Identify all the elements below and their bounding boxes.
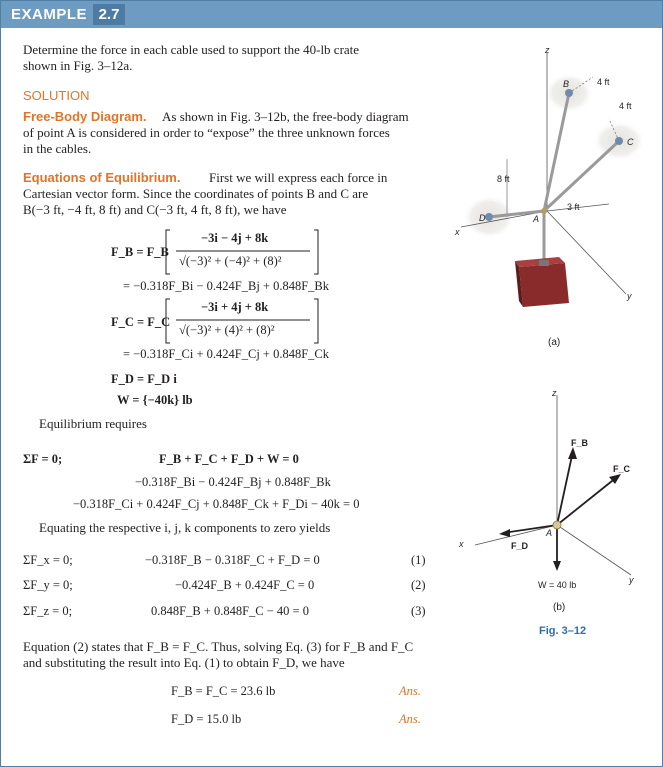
problem-line-2: shown in Fig. 3–12a. [23, 58, 133, 73]
figure-caption: Fig. 3–12 [539, 625, 587, 637]
fig-a-dim-3ft: 3 ft [567, 202, 580, 212]
component-lhs-x: ΣF_x = 0; [23, 553, 73, 567]
fig-a-dim-4ft-1: 4 ft [597, 77, 610, 87]
fig-b-w-label: W = 40 lb [538, 580, 577, 590]
fbd-line-1: As shown in Fig. 3–12b, the free-body diagram [162, 109, 409, 124]
equating-text: Equating the respective i, j, k components to zero yields [39, 520, 331, 535]
answer-tag-2: Ans. [399, 712, 421, 726]
fig-b-z-label: z [552, 388, 557, 398]
component-eq-y: −0.424F_B + 0.424F_C = 0 [175, 578, 315, 592]
equilibrium-requires: Equilibrium requires [39, 416, 147, 431]
fb-result: = −0.318F_Bi − 0.424F_Bj + 0.848F_Bk [123, 279, 330, 293]
fig-b-x-label: x [459, 539, 464, 549]
fig-a-dim-4ft-2: 4 ft [619, 101, 632, 111]
fig-b-y-label: y [629, 575, 634, 585]
figure-b-fbd [461, 385, 651, 585]
fd-vector: F_D = F_D i [111, 372, 177, 386]
w-vector: W = {−40k} lb [117, 393, 193, 407]
component-num-3: (3) [411, 604, 426, 618]
fig-b-fc-label: F_C [613, 464, 631, 474]
equilibrium-line-3: B(−3 ft, −4 ft, 8 ft) and C(−3 ft, 4 ft, 8 ft), we have [23, 202, 287, 217]
component-lhs-z: ΣF_z = 0; [23, 604, 73, 618]
answer-2: F_D = 15.0 lb [171, 712, 242, 726]
component-eq-x: −0.318F_B − 0.318F_C + F_D = 0 [145, 553, 320, 567]
fc-numerator: −3i + 4j + 8k [201, 300, 269, 314]
fbd-line-2: of point A is considered in order to “expose” the three unknown forces [23, 125, 390, 140]
fig-a-y-label: y [627, 291, 632, 301]
fig-a-dim-8ft: 8 ft [497, 174, 510, 184]
example-number: 2.7 [93, 4, 125, 25]
component-num-1: (1) [411, 553, 426, 567]
sum-line-2: −0.318F_Bi − 0.424F_Bj + 0.848F_Bk [135, 475, 331, 489]
component-lhs-y: ΣF_y = 0; [23, 578, 73, 592]
sum-line-3: −0.318F_Ci + 0.424F_Cj + 0.848F_Ck + F_Di − 40k = 0 [73, 497, 360, 511]
fig-a-b-label: B [563, 79, 570, 89]
answer-tag-1: Ans. [399, 684, 421, 698]
equilibrium-line-1: First we will express each force in [209, 170, 388, 185]
conclusion-line-1: Equation (2) states that F_B = F_C. Thus, solving Eq. (3) for F_B and F_C [23, 639, 414, 654]
sum-line-1: F_B + F_C + F_D + W = 0 [159, 452, 299, 466]
fig-b-caption: (b) [553, 602, 566, 613]
figure-a-illustration [441, 39, 651, 349]
solution-heading: SOLUTION [23, 88, 90, 103]
fig-b-a-label: A [546, 528, 553, 538]
sum-lhs: ΣF = 0; [23, 452, 63, 466]
fc-result: = −0.318F_Ci + 0.424F_Cj + 0.848F_Ck [123, 347, 330, 361]
fbd-heading: Free-Body Diagram. [23, 109, 147, 124]
component-eq-z: 0.848F_B + 0.848F_C − 40 = 0 [151, 604, 309, 618]
example-header [1, 1, 662, 28]
equilibrium-heading: Equations of Equilibrium. [23, 170, 181, 185]
fb-numerator: −3i − 4j + 8k [201, 231, 269, 245]
fig-b-fd-label: F_D [511, 541, 529, 551]
problem-line-1: Determine the force in each cable used to support the 40-lb crate [23, 42, 360, 57]
fig-a-a-label: A [533, 214, 540, 224]
fig-b-fb-label: F_B [571, 438, 589, 448]
fig-a-z-label: z [545, 45, 550, 55]
conclusion-line-2: and substituting the result into Eq. (1) to obtain F_D, we have [23, 655, 345, 670]
fig-a-x-label: x [455, 227, 460, 237]
component-num-2: (2) [411, 578, 426, 592]
fig-a-d-label: D [479, 213, 486, 223]
fb-lhs: F_B = F_B [111, 245, 169, 259]
fbd-line-3: in the cables. [23, 141, 92, 156]
equilibrium-line-2: Cartesian vector form. Since the coordinates of points B and C are [23, 186, 369, 201]
fig-a-caption: (a) [548, 337, 561, 348]
answer-1: F_B = F_C = 23.6 lb [171, 684, 276, 698]
fc-denominator: √(−3)² + (4)² + (8)² [179, 323, 275, 337]
fig-a-c-label: C [627, 137, 634, 147]
example-label: EXAMPLE [11, 6, 88, 23]
fc-lhs: F_C = F_C [111, 315, 171, 329]
fb-denominator: √(−3)² + (−4)² + (8)² [179, 254, 282, 268]
